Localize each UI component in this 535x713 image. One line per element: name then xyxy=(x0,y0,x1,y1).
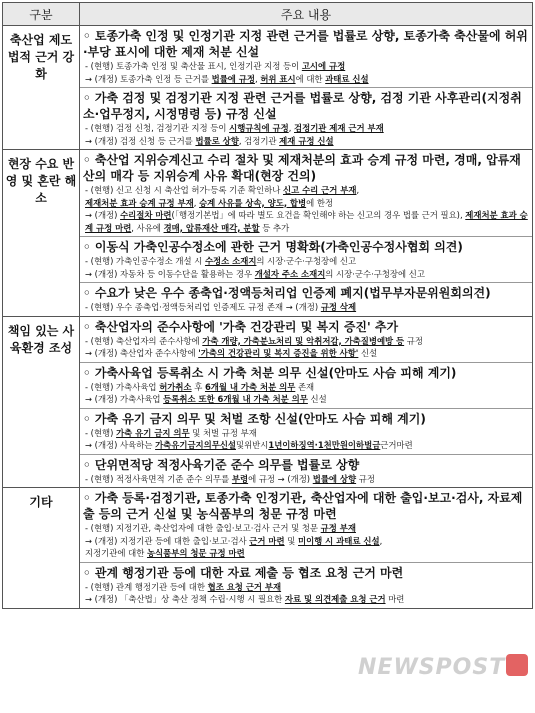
list-item xyxy=(80,563,532,608)
list-item xyxy=(80,88,532,149)
underlined-text: 허가취소 xyxy=(159,381,192,392)
list-item xyxy=(80,237,532,283)
list-item xyxy=(80,26,532,88)
list-item xyxy=(80,150,532,237)
item-detail: - (현행) 우수 종축업·정액등처리업 인증제도 규정 존재 → (개정) 규정 삭제 xyxy=(85,302,357,312)
item-heading: ◦ 토종가축 인정 및 인정기관 지정 관련 근거를 법률로 상향, 토종가축 축산물에 허위·부당 표시에 대한 제재 처분 신설 xyxy=(83,29,528,59)
item-detail: → (개정) 사육하는 가축유기금지의무신설및위반시1년이하징역·1천만원이하벌금근거마련 xyxy=(85,440,413,450)
table-body xyxy=(3,26,533,609)
item-detail: → (개정) 토종가축 인정 등 근거를 법률에 규정, 허위 표시에 대한 과태료 신설 xyxy=(85,73,369,84)
underlined-text: 가축 유기 금지 의무 xyxy=(116,427,190,438)
underlined-text: 신고 수리 근거 부재 xyxy=(282,185,357,195)
item-detail: → (개정) 검정 신청 등 근거를 법률로 상향, 검정기관 제재 규정 신설 xyxy=(85,135,334,146)
underlined-text: 경매, 압류재산 매각, 분할 xyxy=(163,222,260,233)
category-cell: 축산업 제도 법적 근거 강화 xyxy=(3,26,80,150)
item-heading: ◦ 수요가 낮은 우수 종축업·정액등처리업 인증제 폐지(법무부자문위원회의견) xyxy=(83,286,491,300)
content-cell xyxy=(80,488,533,609)
underlined-text: 시행규칙에 규정 xyxy=(229,123,289,133)
underlined-text: 수리절차 마련 xyxy=(120,210,172,220)
item-detail: - (현행) 가축 유기 금지 의무 및 처벌 규정 부재 xyxy=(85,427,257,438)
underlined-text: 협조 요청 근거 부재 xyxy=(207,581,282,592)
underlined-text: 법률에 규정 xyxy=(211,73,255,84)
item-heading: ◦ 관계 행정기관 등에 대한 자료 제출 등 협조 요청 근거 마련 xyxy=(83,565,404,580)
category-cell: 현장 수요 반영 및 혼란 해소 xyxy=(3,150,80,317)
item-detail: - (현행) 신고 신청 시 축산업 허가·등록 기준 확인하나 신고 수리 근거 부재, xyxy=(85,185,360,195)
item-heading: ◦ 가축 등록·검정기관, 토종가축 인정기관, 축산업자에 대한 출입·보고·검사, 자료제출 등의 근거 신설 및 농식품부의 청문 규정 마련 xyxy=(83,491,523,521)
item-heading: ◦ 축산업 지위승계신고 수리 절차 및 제재처분의 효과 승계 규정 마련, 경매, 압류재산의 매각 등 지위승계 사유 확대(현장 건의) xyxy=(83,153,521,183)
underlined-text: 1년이하징역·1천만원이하벌금 xyxy=(268,440,381,450)
underlined-text: 제재 규정 신설 xyxy=(279,135,334,146)
item-detail: - (현행) 가축사육업 허가취소 후 6개월 내 가축 처분 의무 존재 xyxy=(85,381,315,392)
list-item xyxy=(80,317,532,363)
content-cell xyxy=(80,316,533,488)
underlined-text: 규정 삭제 xyxy=(320,302,357,312)
underlined-text: 등록취소 또한 6개월 내 가축 처분 의무 xyxy=(163,394,308,404)
table-row xyxy=(3,26,533,150)
item-detail: → (개정) 가축사육업 등록취소 또한 6개월 내 가축 처분 의무 신설 xyxy=(85,394,327,404)
underlined-text: 농식품부의 청문 규정 마련 xyxy=(146,548,245,558)
table-header-row xyxy=(3,3,533,26)
category-cell: 기타 xyxy=(3,488,80,609)
item-detail: → (개정) 「축산법」상 축산 정책 수립·시행 시 필요한 자료 및 의견제출 요청 근거 마련 xyxy=(85,594,405,604)
watermark-logo-icon xyxy=(506,654,528,676)
underlined-text: 미이행 시 과태료 신설 xyxy=(298,535,380,546)
list-item xyxy=(80,488,532,563)
list-item xyxy=(80,409,532,455)
list-item xyxy=(80,283,532,316)
watermark: NEWSPOST xyxy=(358,655,506,680)
underlined-text: 수정소 소재지 xyxy=(204,256,257,266)
underlined-text: 개설자 주소 소재지 xyxy=(254,268,326,279)
item-heading: ◦ 이동식 가축인공수정소에 관한 근거 명확화(가축인공수정사협회 의견) xyxy=(83,240,463,254)
underlined-text: 승계 사유를 상속, 양도, 합병 xyxy=(199,197,307,208)
item-heading: ◦ 가축 유기 금지 의무 및 처벌 조항 신설(안마도 사슴 피해 계기) xyxy=(83,411,426,426)
item-detail: → (개정) 지정기관 등에 대한 출입·보고·검사 근거 마련 및 미이행 시 과태료 신설, xyxy=(85,535,383,546)
list-item xyxy=(80,455,532,488)
list-item xyxy=(80,363,532,409)
item-heading: ◦ 가축사육업 등록취소 시 가축 처분 의무 신설(안마도 사슴 피해 계기) xyxy=(83,365,457,380)
underlined-text: 허위 표시 xyxy=(260,73,296,84)
content-cell xyxy=(80,150,533,317)
item-detail: - (현행) 축산업자의 준수사항에 가축 개량, 가축분뇨처리 및 악취저감, 가축질병예방 등 규정 xyxy=(85,335,423,346)
underlined-text: 법률로 상향 xyxy=(195,135,239,146)
item-detail: 제재처분 효과 승계 규정 부재, 승계 사유를 상속, 양도, 합병에 한정 xyxy=(85,197,334,208)
item-heading: ◦ 축산업자의 준수사항에 '가축 건강관리 및 복지 증진' 추가 xyxy=(83,319,399,334)
underlined-text: 규정 부재 xyxy=(320,523,356,533)
underlined-text: 6개월 내 가축 처분 의무 xyxy=(204,381,296,392)
table-row xyxy=(3,150,533,317)
table-row xyxy=(3,316,533,488)
content-cell xyxy=(80,26,533,150)
item-detail: - (현행) 토종가축 인정 및 축산물 표시, 인정기관 지정 등이 고시에 규정 xyxy=(85,61,346,71)
law-summary-table xyxy=(2,2,533,609)
underlined-text: 가축유기금지의무신설 xyxy=(155,440,236,450)
underlined-text: 검정기관 제재 근거 부재 xyxy=(294,123,384,133)
underlined-text: 제재처분 효과 승계 규정 마련 xyxy=(85,210,528,233)
underlined-text: 가축 개량, 가축분뇨처리 및 악취저감, 가축질병예방 등 xyxy=(202,335,405,346)
item-detail: - (현행) 지정기관, 축산업자에 대한 출입·보고·검사 근거 및 청문 규정 부재 xyxy=(85,523,356,533)
category-cell: 책임 있는 사육환경 조성 xyxy=(3,316,80,488)
header-content: 주요 내용 xyxy=(80,3,533,26)
underlined-text: '가축의 건강관리 및 복지 증진을 위한 사항' xyxy=(198,348,359,358)
underlined-text: 근거 마련 xyxy=(249,535,285,546)
underlined-text: 법률에 상향 xyxy=(312,473,357,484)
underlined-text: 부령 xyxy=(231,473,249,484)
item-heading: ◦ 단위면적당 적정사육기준 준수 의무를 법률로 상향 xyxy=(83,457,360,472)
item-detail: - (현행) 가축인공수정소 개설 시 수정소 소재지의 시장·군수·구청장에 신고 xyxy=(85,256,357,266)
item-detail: 지정기관에 대한 농식품부의 청문 규정 마련 xyxy=(85,548,245,558)
underlined-text: 과태료 신설 xyxy=(325,73,369,84)
item-detail: - (현행) 검정 신청, 검정기관 지정 등이 시행규칙에 규정, 검정기관 제재 근거 부재 xyxy=(85,123,384,133)
item-detail: - (현행) 관계 행정기관 등에 대한 협조 요청 근거 부재 xyxy=(85,581,282,592)
table-row xyxy=(3,488,533,609)
item-detail: → (개정) 수리절차 마련(「행정기본법」에 따라 별도 요건을 확인해야 하는 신고의 경우 법률 근거 필요), 제재처분 효과 승계 규정 마련, 사유에 경매, 압류재산 매각, 분할 등 추가 xyxy=(85,210,528,233)
underlined-text: 제재처분 효과 승계 규정 부재 xyxy=(85,197,194,208)
item-detail: → (개정) 자동차 등 이동수단을 활용하는 경우 개설자 주소 소재지의 시장·군수·구청장에 신고 xyxy=(85,268,425,279)
underlined-text: 고시에 규정 xyxy=(301,61,346,71)
item-detail: → (개정) 축산업자 준수사항에 '가축의 건강관리 및 복지 증진을 위한 사항' 신설 xyxy=(85,348,378,358)
item-detail: - (현행) 적정사육면적 기준 준수 의무를 부령에 규정 → (개정) 법률에 상향 규정 xyxy=(85,473,375,484)
header-category: 구분 xyxy=(3,3,80,26)
underlined-text: 자료 및 의견제출 요청 근거 xyxy=(284,594,386,604)
item-heading: ◦ 가축 검정 및 검정기관 지정 관련 근거를 법률로 상향, 검정 기관 사후관리(지정취소·업무정지, 시정명령 등) 규정 신설 xyxy=(83,91,522,121)
